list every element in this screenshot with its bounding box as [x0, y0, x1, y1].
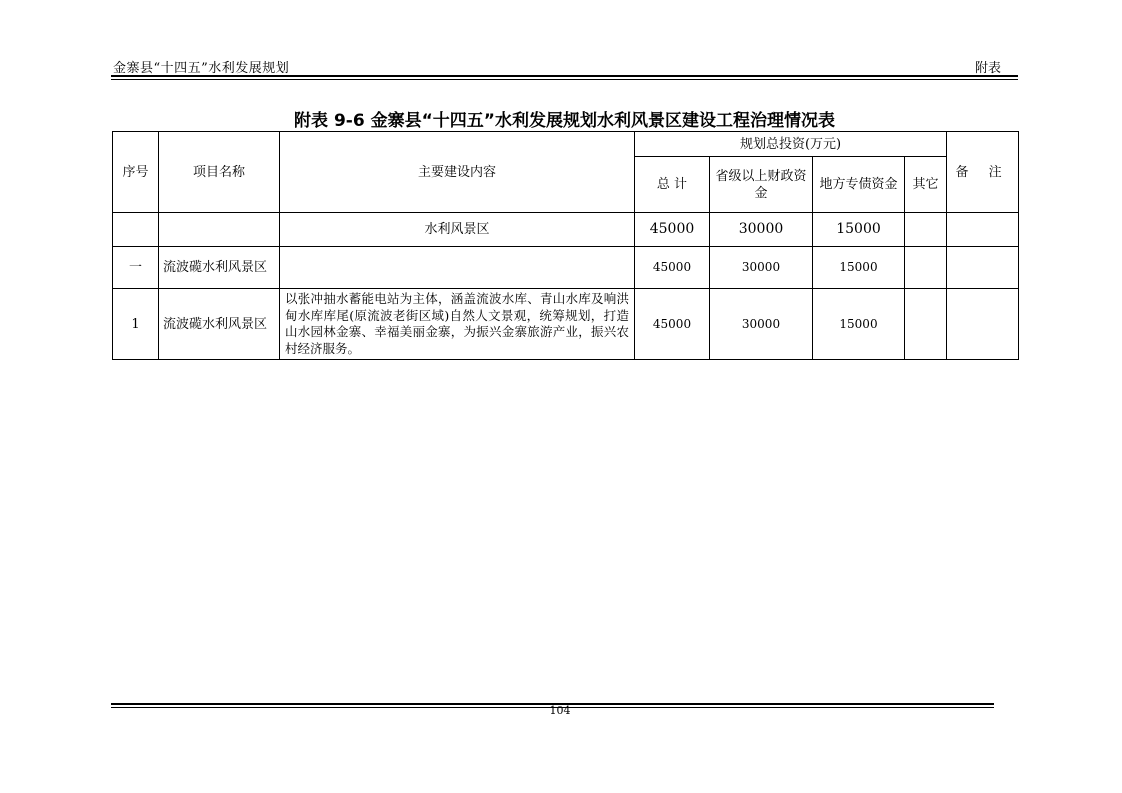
row-other — [905, 289, 947, 360]
row-content: 水利风景区 — [280, 213, 635, 247]
header-provincial-funds: 省级以上财政资金 — [710, 157, 813, 213]
row-local: 15000 — [813, 213, 905, 247]
header-remarks: 备 注 — [947, 132, 1019, 213]
header-document-name: 金寨县“十四五”水利发展规划 — [113, 61, 290, 76]
header-other: 其它 — [905, 157, 947, 213]
header-rule-thick — [111, 75, 1018, 77]
header-main-content: 主要建设内容 — [280, 132, 635, 213]
row-project-name: 流波𬒗水利风景区 — [159, 289, 280, 360]
row-total: 45000 — [635, 247, 710, 289]
row-project-name — [159, 213, 280, 247]
header-local-bond-funds: 地方专债资金 — [813, 157, 905, 213]
header-project-name: 项目名称 — [159, 132, 280, 213]
header-row-1 — [113, 132, 1019, 157]
row-seq: 一 — [113, 247, 159, 289]
header-seq: 序号 — [113, 132, 159, 213]
row-project-name: 流波𬒗水利风景区 — [159, 247, 280, 289]
row-local: 15000 — [813, 247, 905, 289]
table-row — [113, 213, 1019, 247]
header-investment-group: 规划总投资(万元) — [635, 132, 947, 157]
header-total: 总 计 — [635, 157, 710, 213]
row-total: 45000 — [635, 213, 710, 247]
row-remarks — [947, 289, 1019, 360]
header-section-label: 附表 — [975, 61, 1002, 76]
page-number: 104 — [549, 704, 571, 717]
table-row — [113, 247, 1019, 289]
row-seq: 1 — [113, 289, 159, 360]
table-row — [113, 289, 1019, 360]
row-other — [905, 247, 947, 289]
row-content: 以张冲抽水蓄能电站为主体，涵盖流波水库、青山水库及响洪甸水库库尾(原流波老街区域)自然人文景观，统筹规划，打造山水园林金寨、幸福美丽金寨，为振兴金寨旅游产业，振兴农村经济服务。 — [280, 289, 635, 360]
row-seq — [113, 213, 159, 247]
investment-table — [112, 131, 1019, 360]
row-provincial: 30000 — [710, 289, 813, 360]
row-content — [280, 247, 635, 289]
row-total: 45000 — [635, 289, 710, 360]
row-provincial: 30000 — [710, 213, 813, 247]
row-other — [905, 213, 947, 247]
row-local: 15000 — [813, 289, 905, 360]
header-rule-thin — [111, 79, 1018, 80]
table-title: 附表 9-6 金寨县“十四五”水利发展规划水利风景区建设工程治理情况表 — [294, 111, 835, 131]
row-provincial: 30000 — [710, 247, 813, 289]
row-remarks — [947, 247, 1019, 289]
row-remarks — [947, 213, 1019, 247]
